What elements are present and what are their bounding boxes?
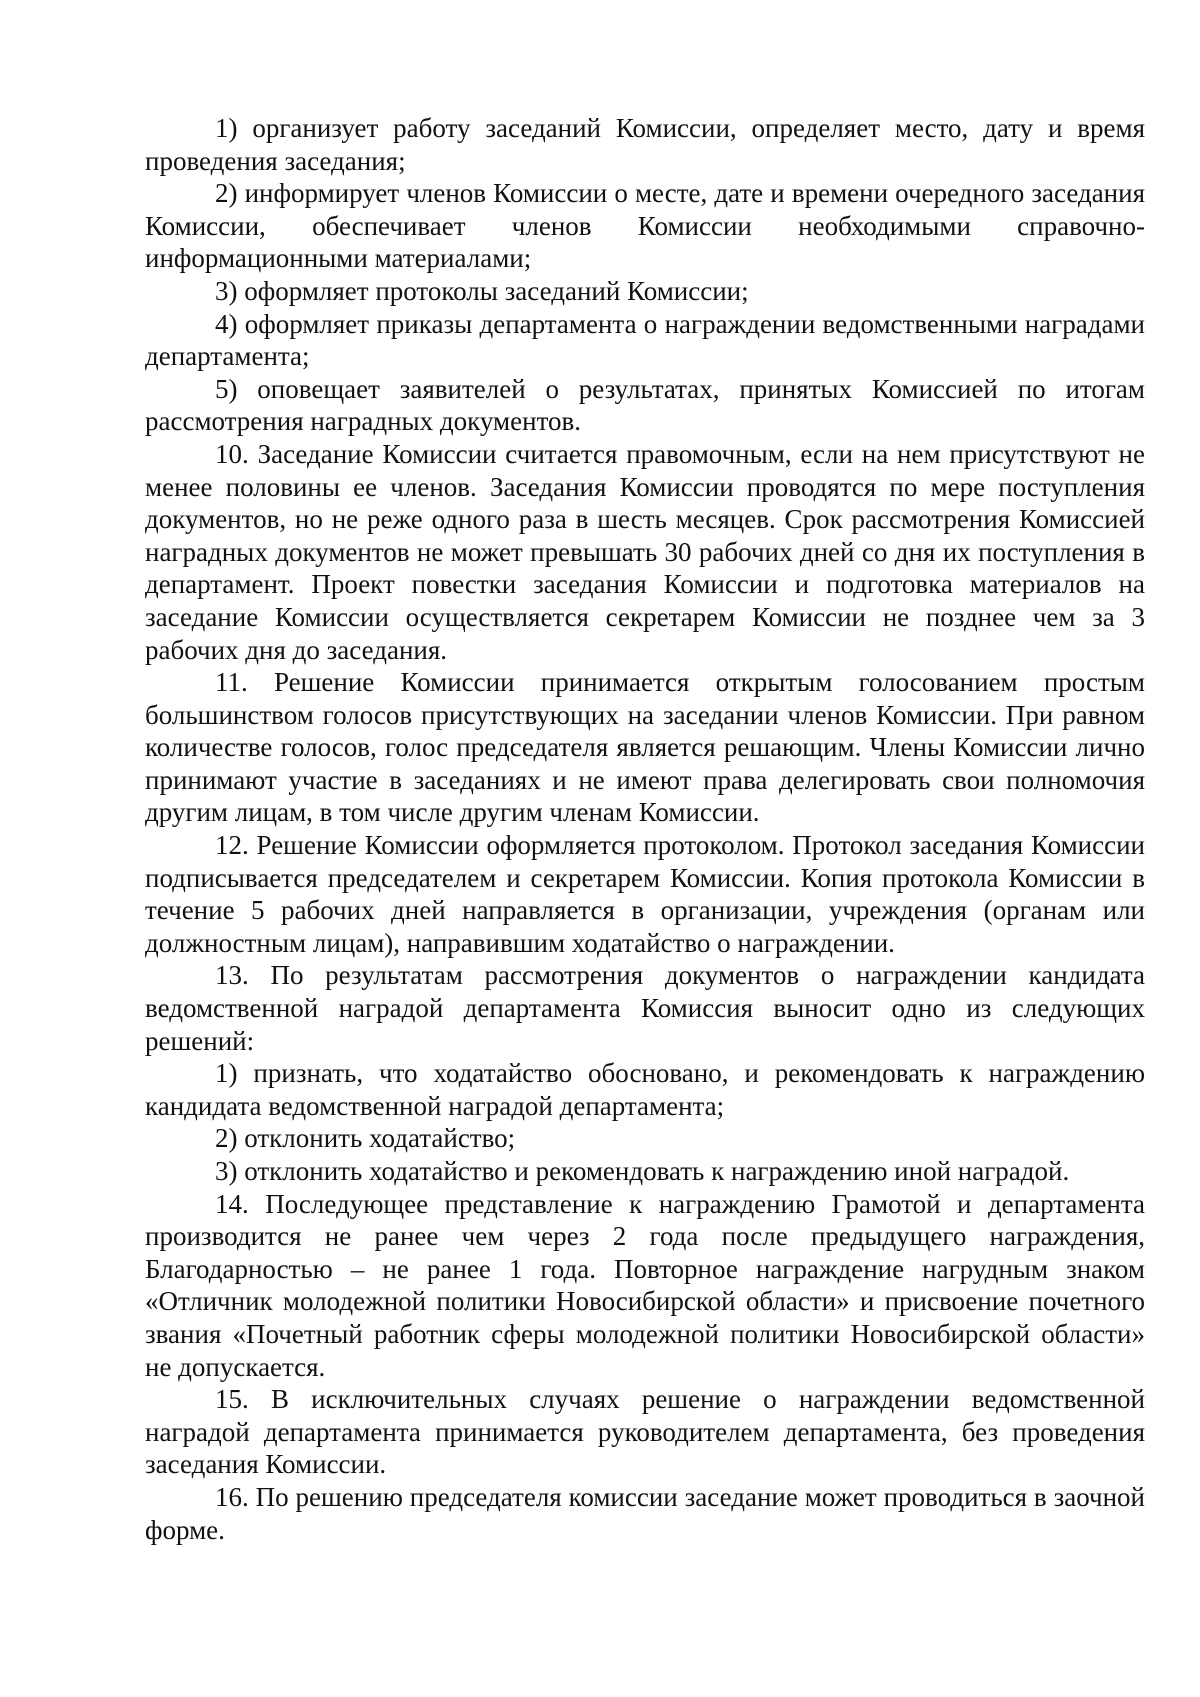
paragraph-clause-13: 13. По результатам рассмотрения документов о награждении кандидата ведомственной наградой департамента Комиссия выносит одно из следующих решений: [145,960,1145,1056]
paragraph-decision-1: 1) признать, что ходатайство обосновано, и рекомендовать к награждению кандидата ведомственной наградой департамента; [145,1058,1145,1121]
paragraph-decision-3: 3) отклонить ходатайство и рекомендовать к награждению иной наградой. [215,1156,1070,1186]
paragraph-duty-1: 1) организует работу заседаний Комиссии, определяет место, дату и время проведения заседания; [145,113,1145,176]
paragraph-clause-16: 16. По решению председателя комиссии заседание может проводиться в заочной форме. [145,1481,1145,1545]
paragraph-clause-14: 14. Последующее представление к награждению Грамотой и департамента производится не ранее чем через 2 года после предыдущего награждения, Благодарностью – не ранее 1 года. Повторное награждение нагрудным знаком «Отличник молодежной политики Новосибирской области» и присвоение почетного звания «Почетный работник сферы молодежной политики Новосибирской области» не допускается. [145,1188,1145,1382]
paragraph-duty-3: 3) оформляет протоколы заседаний Комиссии; [215,275,749,306]
paragraph-decision-2: 2) отклонить ходатайство; [215,1123,516,1154]
paragraph-duty-5: 5) оповещает заявителей о результатах, принятых Комиссией по итогам рассмотрения наградных документов. [145,373,1145,437]
paragraph-clause-11: 11. Решение Комиссии принимается открытым голосованием простым большинством голосов присутствующих на заседании членов Комиссии. При равном количестве голосов, голос председателя является решающим. Члены Комиссии лично принимают участие в заседаниях и не имеют права делегировать свои полномочия другим лицам, в том числе другим членам Комиссии. [145,667,1145,828]
paragraph-duty-2: 2) информирует членов Комиссии о месте, дате и времени очередного заседания Комиссии, обеспечивает членов Комиссии необходимыми справочно-информационными материалами; [145,178,1145,274]
document-page [145,112,1145,1546]
paragraph-duty-4: 4) оформляет приказы департамента о награждении ведомственными наградами департамента; [145,308,1145,372]
paragraph-clause-12: 12. Решение Комиссии оформляется протоколом. Протокол заседания Комиссии подписывается председателем и секретарем Комиссии. Копия протокола Комиссии в течение 5 рабочих дней направляется в организации, учреждения (органам или должностным лицам), направившим ходатайство о награждении. [145,830,1145,958]
paragraph-clause-15: 15. В исключительных случаях решение о награждении ведомственной наградой департамента принимается руководителем департамента, без проведения заседания Комиссии. [145,1384,1145,1480]
paragraph-clause-10: 10. Заседание Комиссии считается правомочным, если на нем присутствуют не менее половины ее членов. Заседания Комиссии проводятся по мере поступления документов, но не реже одного раза в шесть месяцев. Срок рассмотрения Комиссией наградных документов не может превышать 30 рабочих дней со дня их поступления в департамент. Проект повестки заседания Комиссии и подготовка материалов на заседание Комиссии осуществляется секретарем Комиссии не позднее чем за 3 рабочих дня до заседания. [145,438,1145,665]
